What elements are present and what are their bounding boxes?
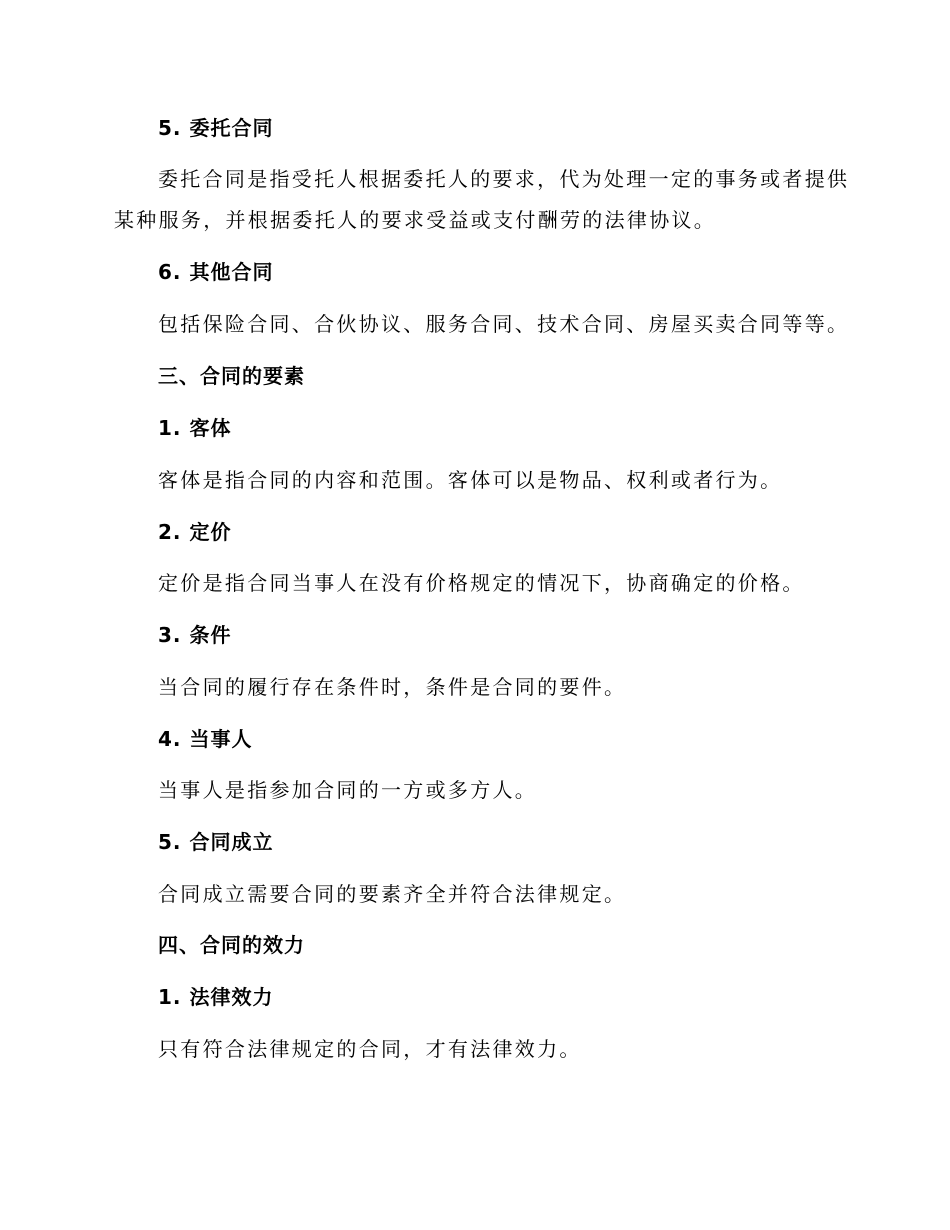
section-heading-entrustment-contract: 5. 委托合同 bbox=[158, 116, 274, 140]
paragraph-entrustment-line-2: 某种服务，并根据委托人的要求受益或支付酬劳的法律协议。 bbox=[114, 208, 717, 232]
section-heading-conditions: 3. 条件 bbox=[158, 623, 232, 647]
paragraph-entrustment-line-1: 委托合同是指受托人根据委托人的要求，代为处理一定的事务或者提供 bbox=[158, 167, 850, 191]
section-heading-pricing: 2. 定价 bbox=[158, 520, 232, 544]
chapter-heading-contract-elements: 三、合同的要素 bbox=[158, 364, 305, 388]
chapter-heading-contract-validity: 四、合同的效力 bbox=[158, 933, 305, 957]
paragraph-object: 客体是指合同的内容和范围。客体可以是物品、权利或者行为。 bbox=[158, 468, 783, 492]
paragraph-legal-validity: 只有符合法律规定的合同，才有法律效力。 bbox=[158, 1037, 582, 1061]
paragraph-other-contracts: 包括保险合同、合伙协议、服务合同、技术合同、房屋买卖合同等等。 bbox=[158, 312, 850, 336]
section-heading-parties: 4. 当事人 bbox=[158, 727, 253, 751]
paragraph-conditions: 当合同的履行存在条件时，条件是合同的要件。 bbox=[158, 675, 627, 699]
section-heading-legal-validity: 1. 法律效力 bbox=[158, 985, 274, 1009]
section-heading-other-contracts: 6. 其他合同 bbox=[158, 260, 274, 284]
paragraph-contract-formation: 合同成立需要合同的要素齐全并符合法律规定。 bbox=[158, 882, 627, 906]
section-heading-object: 1. 客体 bbox=[158, 416, 232, 440]
paragraph-pricing: 定价是指合同当事人在没有价格规定的情况下，协商确定的价格。 bbox=[158, 571, 805, 595]
paragraph-parties: 当事人是指参加合同的一方或多方人。 bbox=[158, 778, 538, 802]
section-heading-contract-formation: 5. 合同成立 bbox=[158, 830, 274, 854]
